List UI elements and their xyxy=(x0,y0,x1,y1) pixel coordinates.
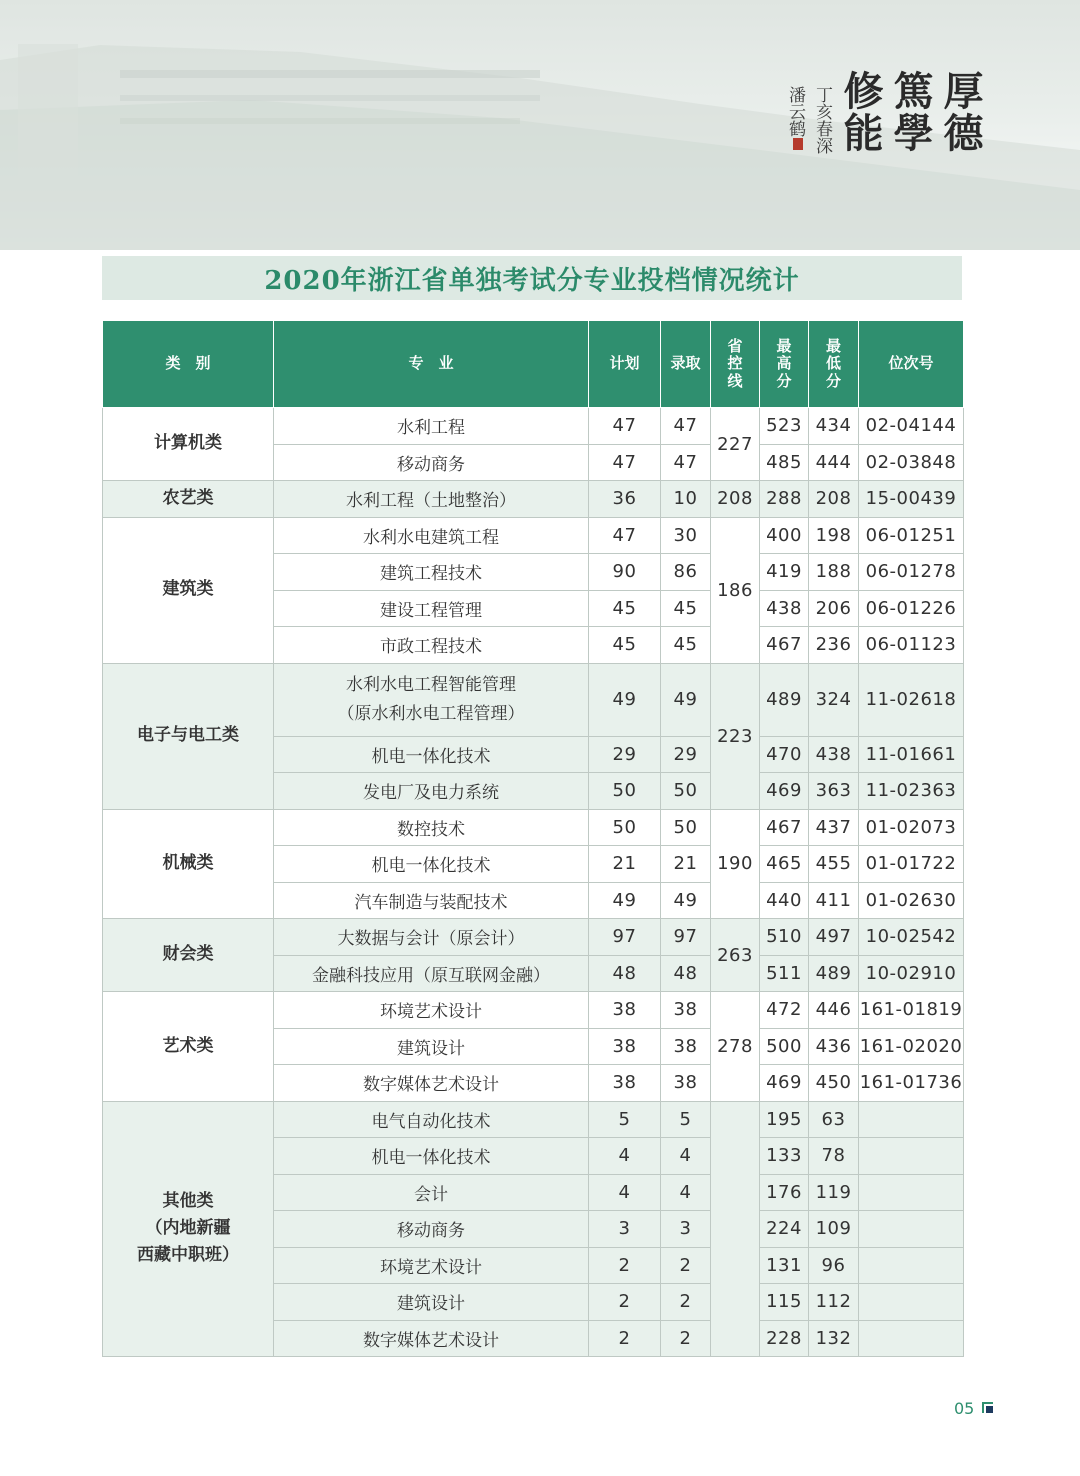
admit-cell: 10 xyxy=(661,481,711,518)
header-max-score xyxy=(760,321,809,408)
min-score-cell: 188 xyxy=(809,554,859,591)
major-cell xyxy=(274,663,589,736)
min-score-cell: 455 xyxy=(809,846,859,883)
admit-cell: 2 xyxy=(661,1320,711,1357)
min-score-cell: 236 xyxy=(809,627,859,664)
control-line-cell: 227 xyxy=(711,408,760,481)
page-corner-icon xyxy=(982,1402,993,1413)
major-cell: 会计 xyxy=(274,1174,589,1211)
plan-cell: 2 xyxy=(589,1247,661,1284)
major-text-line2: （原水利水电工程管理） xyxy=(337,703,525,724)
min-score-cell: 324 xyxy=(809,663,859,736)
rank-cell: 01-01722 xyxy=(859,846,964,883)
max-score-cell: 115 xyxy=(760,1284,809,1321)
max-score-cell: 510 xyxy=(760,919,809,956)
rank-cell: 161-01819 xyxy=(859,992,964,1029)
min-score-cell: 363 xyxy=(809,773,859,810)
admit-cell: 21 xyxy=(661,846,711,883)
min-score-cell: 132 xyxy=(809,1320,859,1357)
header-min-score xyxy=(809,321,859,408)
plan-cell: 2 xyxy=(589,1320,661,1357)
admit-cell: 38 xyxy=(661,1065,711,1102)
rank-cell xyxy=(859,1320,964,1357)
admit-cell: 50 xyxy=(661,773,711,810)
plan-cell: 2 xyxy=(589,1284,661,1321)
admit-cell: 2 xyxy=(661,1284,711,1321)
rank-cell: 01-02630 xyxy=(859,882,964,919)
plan-cell: 45 xyxy=(589,627,661,664)
category-text-line1: 其他类 xyxy=(162,1190,214,1211)
plan-cell: 50 xyxy=(589,773,661,810)
major-cell: 环境艺术设计 xyxy=(274,992,589,1029)
max-score-cell: 440 xyxy=(760,882,809,919)
major-cell: 水利工程（土地整治） xyxy=(274,481,589,518)
header-admit: 录取 xyxy=(661,321,711,408)
category-cell xyxy=(103,1101,274,1357)
max-score-cell: 195 xyxy=(760,1101,809,1138)
admit-cell: 50 xyxy=(661,809,711,846)
max-score-cell: 400 xyxy=(760,517,809,554)
min-score-cell: 437 xyxy=(809,809,859,846)
table-row xyxy=(103,481,964,518)
red-seal-icon xyxy=(793,138,803,150)
rank-cell: 06-01251 xyxy=(859,517,964,554)
plan-cell: 47 xyxy=(589,517,661,554)
control-line-cell: 263 xyxy=(711,919,760,992)
max-score-cell: 489 xyxy=(760,663,809,736)
plan-cell: 21 xyxy=(589,846,661,883)
min-score-cell: 206 xyxy=(809,590,859,627)
table-row xyxy=(103,992,964,1029)
rank-cell: 06-01226 xyxy=(859,590,964,627)
admit-cell: 29 xyxy=(661,736,711,773)
category-cell: 机械类 xyxy=(103,809,274,919)
page-number: 05 xyxy=(954,1399,975,1418)
major-cell: 建筑设计 xyxy=(274,1028,589,1065)
major-cell: 发电厂及电力系统 xyxy=(274,773,589,810)
rank-cell: 161-02020 xyxy=(859,1028,964,1065)
rank-cell: 06-01123 xyxy=(859,627,964,664)
min-score-cell: 78 xyxy=(809,1138,859,1175)
admit-cell: 45 xyxy=(661,590,711,627)
category-cell: 计算机类 xyxy=(103,408,274,481)
rank-cell: 06-01278 xyxy=(859,554,964,591)
plan-cell: 48 xyxy=(589,955,661,992)
max-score-cell: 133 xyxy=(760,1138,809,1175)
header-major: 专 业 xyxy=(274,321,589,408)
plan-cell: 4 xyxy=(589,1174,661,1211)
table-row xyxy=(103,663,964,736)
min-score-cell: 112 xyxy=(809,1284,859,1321)
admission-table xyxy=(102,320,964,1357)
header-rank: 位次号 xyxy=(859,321,964,408)
plan-cell: 5 xyxy=(589,1101,661,1138)
max-score-cell: 500 xyxy=(760,1028,809,1065)
table-row xyxy=(103,408,964,445)
header-plan: 计划 xyxy=(589,321,661,408)
major-cell: 机电一体化技术 xyxy=(274,736,589,773)
min-score-cell: 450 xyxy=(809,1065,859,1102)
category-text-line3: 西藏中职班） xyxy=(137,1245,239,1266)
plan-cell: 47 xyxy=(589,444,661,481)
max-score-cell: 469 xyxy=(760,1065,809,1102)
rank-cell xyxy=(859,1247,964,1284)
header-min-score-text: 最 低 分 xyxy=(825,337,841,390)
admit-cell: 38 xyxy=(661,1028,711,1065)
min-score-cell: 63 xyxy=(809,1101,859,1138)
major-cell: 机电一体化技术 xyxy=(274,846,589,883)
category-cell: 艺术类 xyxy=(103,992,274,1102)
admit-cell: 30 xyxy=(661,517,711,554)
max-score-cell: 176 xyxy=(760,1174,809,1211)
major-text-line1: 水利水电工程智能管理 xyxy=(346,674,516,695)
category-cell: 电子与电工类 xyxy=(103,663,274,809)
calligraphy-date: 丁亥春深 xyxy=(812,86,832,154)
max-score-cell: 523 xyxy=(760,408,809,445)
major-cell: 建筑设计 xyxy=(274,1284,589,1321)
max-score-cell: 485 xyxy=(760,444,809,481)
major-cell: 建设工程管理 xyxy=(274,590,589,627)
rank-cell xyxy=(859,1284,964,1321)
max-score-cell: 470 xyxy=(760,736,809,773)
min-score-cell: 444 xyxy=(809,444,859,481)
major-cell: 数字媒体艺术设计 xyxy=(274,1065,589,1102)
admit-cell: 97 xyxy=(661,919,711,956)
control-line-cell: 190 xyxy=(711,809,760,919)
header-control-line-text: 省 控 线 xyxy=(727,337,743,390)
admit-cell: 49 xyxy=(661,882,711,919)
max-score-cell: 467 xyxy=(760,809,809,846)
plan-cell: 97 xyxy=(589,919,661,956)
major-cell: 数字媒体艺术设计 xyxy=(274,1320,589,1357)
table-row xyxy=(103,1101,964,1138)
plan-cell: 3 xyxy=(589,1211,661,1248)
rank-cell: 11-01661 xyxy=(859,736,964,773)
min-score-cell: 446 xyxy=(809,992,859,1029)
admit-cell: 3 xyxy=(661,1211,711,1248)
major-cell: 电气自动化技术 xyxy=(274,1101,589,1138)
rank-cell: 15-00439 xyxy=(859,481,964,518)
plan-cell: 50 xyxy=(589,809,661,846)
table-row xyxy=(103,517,964,554)
major-cell: 大数据与会计（原会计） xyxy=(274,919,589,956)
major-cell: 建筑工程技术 xyxy=(274,554,589,591)
calligraphy-col-3: 修能 xyxy=(837,70,884,154)
major-cell: 水利水电建筑工程 xyxy=(274,517,589,554)
max-score-cell: 228 xyxy=(760,1320,809,1357)
category-cell: 财会类 xyxy=(103,919,274,992)
admit-cell: 38 xyxy=(661,992,711,1029)
plan-cell: 49 xyxy=(589,882,661,919)
category-cell: 建筑类 xyxy=(103,517,274,663)
max-score-cell: 511 xyxy=(760,955,809,992)
calligraphy-col-1: 厚德 xyxy=(937,70,984,154)
admit-cell: 5 xyxy=(661,1101,711,1138)
rank-cell: 01-02073 xyxy=(859,809,964,846)
min-score-cell: 497 xyxy=(809,919,859,956)
plan-cell: 90 xyxy=(589,554,661,591)
admit-cell: 49 xyxy=(661,663,711,736)
min-score-cell: 438 xyxy=(809,736,859,773)
rank-cell: 02-03848 xyxy=(859,444,964,481)
max-score-cell: 131 xyxy=(760,1247,809,1284)
major-cell: 数控技术 xyxy=(274,809,589,846)
table-row xyxy=(103,809,964,846)
control-line-cell xyxy=(711,1101,760,1357)
rank-cell: 161-01736 xyxy=(859,1065,964,1102)
admit-cell: 4 xyxy=(661,1174,711,1211)
min-score-cell: 436 xyxy=(809,1028,859,1065)
rank-cell: 11-02363 xyxy=(859,773,964,810)
major-cell: 市政工程技术 xyxy=(274,627,589,664)
min-score-cell: 411 xyxy=(809,882,859,919)
min-score-cell: 198 xyxy=(809,517,859,554)
table-row xyxy=(103,919,964,956)
major-cell: 环境艺术设计 xyxy=(274,1247,589,1284)
major-cell: 汽车制造与装配技术 xyxy=(274,882,589,919)
min-score-cell: 208 xyxy=(809,481,859,518)
min-score-cell: 96 xyxy=(809,1247,859,1284)
major-cell: 机电一体化技术 xyxy=(274,1138,589,1175)
rank-cell: 10-02910 xyxy=(859,955,964,992)
plan-cell: 45 xyxy=(589,590,661,627)
calligraphy-motto xyxy=(785,70,984,154)
admit-cell: 2 xyxy=(661,1247,711,1284)
max-score-cell: 419 xyxy=(760,554,809,591)
max-score-cell: 467 xyxy=(760,627,809,664)
min-score-cell: 434 xyxy=(809,408,859,445)
plan-cell: 36 xyxy=(589,481,661,518)
plan-cell: 38 xyxy=(589,1065,661,1102)
min-score-cell: 119 xyxy=(809,1174,859,1211)
major-cell: 移动商务 xyxy=(274,444,589,481)
table-header-row xyxy=(103,321,964,408)
control-line-cell: 186 xyxy=(711,517,760,663)
min-score-cell: 489 xyxy=(809,955,859,992)
page-title: 2020年浙江省单独考试分专业投档情况统计 xyxy=(264,265,800,296)
rank-cell: 02-04144 xyxy=(859,408,964,445)
plan-cell: 4 xyxy=(589,1138,661,1175)
max-score-cell: 224 xyxy=(760,1211,809,1248)
admit-cell: 45 xyxy=(661,627,711,664)
plan-cell: 47 xyxy=(589,408,661,445)
plan-cell: 38 xyxy=(589,992,661,1029)
rank-cell xyxy=(859,1138,964,1175)
admit-cell: 47 xyxy=(661,444,711,481)
rank-cell: 11-02618 xyxy=(859,663,964,736)
admit-cell: 86 xyxy=(661,554,711,591)
campus-banner xyxy=(0,0,1080,250)
header-category: 类 别 xyxy=(103,321,274,408)
category-text-line2: （内地新疆 xyxy=(145,1218,231,1239)
header-max-score-text: 最 高 分 xyxy=(776,337,792,390)
major-cell: 移动商务 xyxy=(274,1211,589,1248)
plan-cell: 38 xyxy=(589,1028,661,1065)
max-score-cell: 469 xyxy=(760,773,809,810)
admit-cell: 47 xyxy=(661,408,711,445)
rank-cell: 10-02542 xyxy=(859,919,964,956)
max-score-cell: 465 xyxy=(760,846,809,883)
rank-cell xyxy=(859,1101,964,1138)
major-cell: 金融科技应用（原互联网金融） xyxy=(274,955,589,992)
rank-cell xyxy=(859,1211,964,1248)
control-line-cell: 223 xyxy=(711,663,760,809)
admit-cell: 4 xyxy=(661,1138,711,1175)
control-line-cell: 278 xyxy=(711,992,760,1102)
max-score-cell: 472 xyxy=(760,992,809,1029)
title-bar xyxy=(102,256,962,300)
plan-cell: 29 xyxy=(589,736,661,773)
rank-cell xyxy=(859,1174,964,1211)
major-cell: 水利工程 xyxy=(274,408,589,445)
header-control-line xyxy=(711,321,760,408)
min-score-cell: 109 xyxy=(809,1211,859,1248)
plan-cell: 49 xyxy=(589,663,661,736)
calligraphy-col-2: 篤學 xyxy=(887,70,934,154)
control-line-cell: 208 xyxy=(711,481,760,518)
admit-cell: 48 xyxy=(661,955,711,992)
max-score-cell: 438 xyxy=(760,590,809,627)
category-cell: 农艺类 xyxy=(103,481,274,518)
max-score-cell: 288 xyxy=(760,481,809,518)
calligraphy-signature: 潘云鹤 xyxy=(785,86,805,137)
